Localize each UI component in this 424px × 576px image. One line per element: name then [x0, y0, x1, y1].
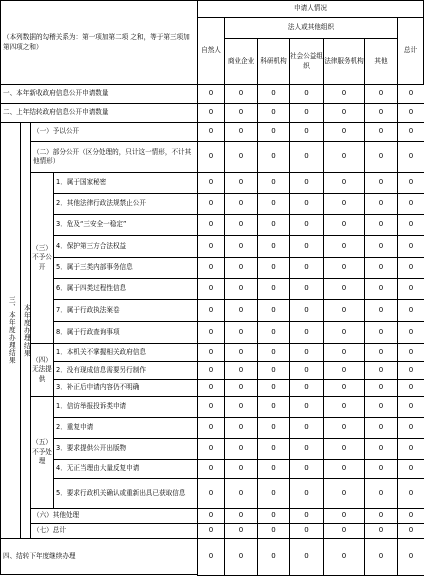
value-cell: 0 — [397, 103, 424, 123]
value-cell: 0 — [197, 438, 225, 460]
row-label-other-handling — [30, 508, 198, 524]
value-cell: 0 — [224, 103, 258, 123]
value-cell: 0 — [224, 396, 258, 418]
value-cell: 0 — [397, 278, 424, 300]
value-cell: 0 — [364, 523, 398, 539]
value-cell: 0 — [397, 396, 424, 418]
value-cell: 0 — [364, 321, 398, 344]
value-cell: 0 — [257, 361, 290, 380]
value-cell: 0 — [197, 459, 225, 479]
value-cell: 0 — [364, 459, 398, 479]
value-cell: 0 — [323, 278, 365, 300]
value-cell: 0 — [323, 459, 365, 479]
value-cell: 0 — [257, 438, 290, 460]
value-cell: 0 — [364, 361, 398, 380]
value-cell: 0 — [197, 299, 225, 322]
value-cell: 0 — [289, 84, 324, 104]
value-cell: 0 — [257, 396, 290, 418]
value-cell: 0 — [289, 103, 324, 123]
value-cell: 0 — [289, 193, 324, 215]
value-cell: 0 — [364, 478, 398, 509]
value-cell: 0 — [397, 84, 424, 104]
value-cell: 0 — [224, 257, 258, 279]
row-label-text: （七）总计 — [33, 526, 66, 535]
value-cell: 0 — [224, 172, 258, 194]
value-cell: 0 — [197, 141, 225, 173]
row-label-p3 — [53, 438, 198, 460]
table-caption — [0, 0, 198, 85]
value-cell: 0 — [397, 141, 424, 173]
value-cell: 0 — [289, 122, 324, 142]
value-cell: 0 — [397, 361, 424, 380]
row-label-text: （二）部分公开（区分处理的，只计这一情形，不计其他情形） — [33, 147, 192, 165]
row-label-np4 — [53, 235, 198, 258]
legal-service-header — [323, 38, 365, 85]
value-cell: 0 — [224, 379, 258, 397]
value-cell: 0 — [257, 122, 290, 142]
value-cell: 0 — [224, 122, 258, 142]
value-cell: 0 — [197, 361, 225, 380]
value-cell: 0 — [197, 417, 225, 439]
value-cell: 0 — [289, 278, 324, 300]
value-cell: 0 — [257, 538, 290, 576]
value-cell: 0 — [364, 299, 398, 322]
row-label-text: 4．保护第三方合法权益 — [56, 241, 127, 250]
row-label-p1 — [53, 396, 198, 418]
row-label-u3 — [53, 379, 198, 397]
value-cell: 0 — [323, 299, 365, 322]
value-cell: 0 — [323, 321, 365, 344]
value-cell: 0 — [397, 459, 424, 479]
value-cell: 0 — [323, 214, 365, 236]
row-label-np1 — [53, 172, 198, 194]
commercial-label: 商业企业 — [227, 56, 255, 65]
row-label-text: 8．属于行政查询事项 — [56, 327, 120, 336]
value-cell: 0 — [224, 214, 258, 236]
group-label-text: （五）不予处理 — [32, 438, 52, 466]
value-cell: 0 — [397, 321, 424, 344]
value-cell: 0 — [257, 321, 290, 344]
row-label-text: 3．补正后申请内容仍不明确 — [56, 383, 140, 392]
other-label: 其他 — [374, 56, 388, 65]
applicant-status-header — [197, 0, 424, 18]
group-label-text: （四）无法提供 — [32, 355, 52, 383]
value-cell: 0 — [364, 396, 398, 418]
value-cell: 0 — [197, 84, 225, 104]
row-label-text: 二、上年结转政府信息公开申请数量 — [3, 108, 109, 117]
value-cell: 0 — [364, 122, 398, 142]
value-cell: 0 — [364, 379, 398, 397]
value-cell: 0 — [224, 84, 258, 104]
value-cell: 0 — [289, 361, 324, 380]
row-label-u1 — [53, 343, 198, 362]
value-cell: 0 — [224, 278, 258, 300]
value-cell: 0 — [224, 361, 258, 380]
value-cell: 0 — [397, 438, 424, 460]
not-public-group-label — [30, 172, 54, 344]
caption-text: （本列数据的勾稽关系为：第一项加第二项 之和，等于第三项加第四项之和） — [3, 33, 190, 51]
value-cell: 0 — [397, 122, 424, 142]
row-label-text: 3．要求提供公开出版物 — [56, 444, 127, 453]
row-label-np5 — [53, 257, 198, 279]
value-cell: 0 — [197, 214, 225, 236]
value-cell: 0 — [323, 235, 365, 258]
value-cell: 0 — [257, 141, 290, 173]
value-cell: 0 — [323, 538, 365, 576]
row-label-np3 — [53, 214, 198, 236]
value-cell: 0 — [197, 508, 225, 524]
value-cell: 0 — [257, 84, 290, 104]
value-cell: 0 — [224, 193, 258, 215]
value-cell: 0 — [289, 141, 324, 173]
value-cell: 0 — [257, 235, 290, 258]
value-cell: 0 — [197, 257, 225, 279]
value-cell: 0 — [197, 321, 225, 344]
results-inner-text: 本年度办理结果 — [22, 303, 31, 358]
value-cell: 0 — [397, 193, 424, 215]
natural-person-header — [197, 17, 225, 85]
value-cell: 0 — [323, 257, 365, 279]
value-cell: 0 — [289, 257, 324, 279]
value-cell: 0 — [364, 278, 398, 300]
value-cell: 0 — [323, 141, 365, 173]
row-label-text: 5．属于三类内部事务信息 — [56, 263, 133, 272]
value-cell: 0 — [197, 523, 225, 539]
value-cell: 0 — [323, 396, 365, 418]
value-cell: 0 — [323, 103, 365, 123]
results-outer-label — [0, 122, 21, 539]
value-cell: 0 — [257, 459, 290, 479]
value-cell: 0 — [197, 122, 225, 142]
value-cell: 0 — [364, 343, 398, 362]
value-cell: 0 — [364, 103, 398, 123]
value-cell: 0 — [289, 172, 324, 194]
value-cell: 0 — [224, 299, 258, 322]
value-cell: 0 — [197, 396, 225, 418]
row-label-text: 1．属于国家秘密 — [56, 178, 107, 187]
value-cell: 0 — [289, 508, 324, 524]
value-cell: 0 — [197, 193, 225, 215]
value-cell: 0 — [224, 343, 258, 362]
value-cell: 0 — [364, 417, 398, 439]
value-cell: 0 — [224, 459, 258, 479]
value-cell: 0 — [323, 508, 365, 524]
total-header — [397, 17, 424, 85]
value-cell: 0 — [289, 379, 324, 397]
value-cell: 0 — [197, 478, 225, 509]
legal-group-header — [224, 17, 398, 39]
value-cell: 0 — [397, 478, 424, 509]
value-cell: 0 — [197, 278, 225, 300]
value-cell: 0 — [323, 379, 365, 397]
row-label-text: 1．信访举报投诉类申请 — [56, 402, 127, 411]
row-label-text: 一、本年新收政府信息公开申请数量 — [3, 89, 109, 98]
applicant-status-label: 申请人情况 — [294, 4, 327, 13]
value-cell: 0 — [197, 343, 225, 362]
row-label-text: 6．属于四类过程性信息 — [56, 284, 127, 293]
value-cell: 0 — [323, 193, 365, 215]
value-cell: 0 — [224, 508, 258, 524]
row-label-np7 — [53, 299, 198, 322]
value-cell: 0 — [397, 343, 424, 362]
row-label-text: 2．重复申请 — [56, 423, 94, 432]
value-cell: 0 — [197, 103, 225, 123]
value-cell: 0 — [289, 459, 324, 479]
row-label-text: 1．本机关不掌握相关政府信息 — [56, 347, 146, 356]
value-cell: 0 — [323, 361, 365, 380]
value-cell: 0 — [397, 214, 424, 236]
research-header — [257, 38, 290, 85]
value-cell: 0 — [257, 193, 290, 215]
value-cell: 0 — [364, 214, 398, 236]
results-outer-text: 三、本年度办理结果 — [7, 296, 16, 365]
legal-service-label: 法律服务机构 — [324, 56, 364, 65]
value-cell: 0 — [364, 438, 398, 460]
row-label-p2 — [53, 417, 198, 439]
value-cell: 0 — [364, 193, 398, 215]
row-label-p5 — [53, 478, 198, 509]
value-cell: 0 — [257, 508, 290, 524]
legal-group-label: 法人或其他组织 — [287, 23, 335, 32]
value-cell: 0 — [224, 438, 258, 460]
row-label-u2 — [53, 361, 198, 380]
row-label-text: （六）其他处理 — [33, 511, 80, 520]
value-cell: 0 — [323, 438, 365, 460]
row-label-carried-over — [0, 103, 198, 123]
row-label-text: 3．危及“三安全一稳定” — [56, 220, 127, 229]
value-cell: 0 — [257, 417, 290, 439]
value-cell: 0 — [224, 417, 258, 439]
row-label-np6 — [53, 278, 198, 300]
value-cell: 0 — [257, 278, 290, 300]
value-cell: 0 — [364, 257, 398, 279]
other-header — [364, 38, 398, 85]
value-cell: 0 — [224, 141, 258, 173]
row-label-text: 2．没有现成信息需要另行制作 — [56, 365, 146, 374]
value-cell: 0 — [397, 508, 424, 524]
row-label-granted — [30, 122, 198, 142]
social-header — [289, 38, 324, 85]
value-cell: 0 — [257, 103, 290, 123]
value-cell: 0 — [197, 379, 225, 397]
social-label: 社会公益组织 — [290, 52, 323, 70]
row-label-text: （一）予以公开 — [33, 127, 80, 136]
value-cell: 0 — [364, 508, 398, 524]
value-cell: 0 — [323, 417, 365, 439]
value-cell: 0 — [289, 538, 324, 576]
value-cell: 0 — [323, 122, 365, 142]
row-label-text: 2．其他法律行政法规禁止公开 — [56, 199, 146, 208]
row-label-text: 四、结转下年度继续办理 — [3, 551, 76, 560]
value-cell: 0 — [289, 299, 324, 322]
value-cell: 0 — [364, 141, 398, 173]
commercial-header — [224, 38, 258, 85]
value-cell: 0 — [364, 538, 398, 576]
value-cell: 0 — [397, 538, 424, 576]
value-cell: 0 — [397, 523, 424, 539]
value-cell: 0 — [257, 343, 290, 362]
value-cell: 0 — [289, 478, 324, 509]
row-label-partial — [30, 141, 198, 173]
not-processed-group-label — [30, 396, 54, 509]
row-label-carry-next — [0, 538, 198, 575]
value-cell: 0 — [257, 299, 290, 322]
value-cell: 0 — [323, 478, 365, 509]
value-cell: 0 — [224, 478, 258, 509]
value-cell: 0 — [397, 172, 424, 194]
value-cell: 0 — [289, 214, 324, 236]
value-cell: 0 — [224, 538, 258, 576]
value-cell: 0 — [323, 172, 365, 194]
value-cell: 0 — [397, 235, 424, 258]
value-cell: 0 — [289, 235, 324, 258]
value-cell: 0 — [197, 538, 225, 576]
row-label-text: 7．属于行政执法案卷 — [56, 305, 120, 314]
value-cell: 0 — [397, 417, 424, 439]
value-cell: 0 — [257, 214, 290, 236]
value-cell: 0 — [323, 523, 365, 539]
value-cell: 0 — [257, 478, 290, 509]
value-cell: 0 — [397, 379, 424, 397]
value-cell: 0 — [364, 172, 398, 194]
value-cell: 0 — [197, 172, 225, 194]
row-label-text: 4．无正当理由大量反复申请 — [56, 464, 140, 473]
value-cell: 0 — [224, 321, 258, 344]
unable-group-label — [30, 343, 54, 397]
value-cell: 0 — [197, 235, 225, 258]
value-cell: 0 — [257, 379, 290, 397]
value-cell: 0 — [257, 523, 290, 539]
value-cell: 0 — [224, 235, 258, 258]
row-label-np8 — [53, 321, 198, 344]
value-cell: 0 — [289, 417, 324, 439]
value-cell: 0 — [397, 299, 424, 322]
research-label: 科研机构 — [260, 56, 287, 65]
value-cell: 0 — [289, 321, 324, 344]
value-cell: 0 — [323, 84, 365, 104]
value-cell: 0 — [364, 84, 398, 104]
value-cell: 0 — [364, 235, 398, 258]
value-cell: 0 — [289, 343, 324, 362]
row-label-np2 — [53, 193, 198, 215]
value-cell: 0 — [257, 172, 290, 194]
value-cell: 0 — [289, 396, 324, 418]
value-cell: 0 — [397, 257, 424, 279]
total-label: 总计 — [403, 46, 418, 55]
value-cell: 0 — [323, 343, 365, 362]
row-label-new-requests — [0, 84, 198, 104]
value-cell: 0 — [224, 523, 258, 539]
value-cell: 0 — [257, 257, 290, 279]
natural-person-label: 自然人 — [201, 46, 221, 55]
row-label-total — [30, 523, 198, 539]
row-label-text: 5．要求行政机关确认或重新出具已获取信息 — [56, 488, 186, 497]
value-cell: 0 — [289, 438, 324, 460]
value-cell: 0 — [289, 523, 324, 539]
group-label-text: （三）不予公开 — [32, 243, 52, 271]
row-label-p4 — [53, 459, 198, 479]
